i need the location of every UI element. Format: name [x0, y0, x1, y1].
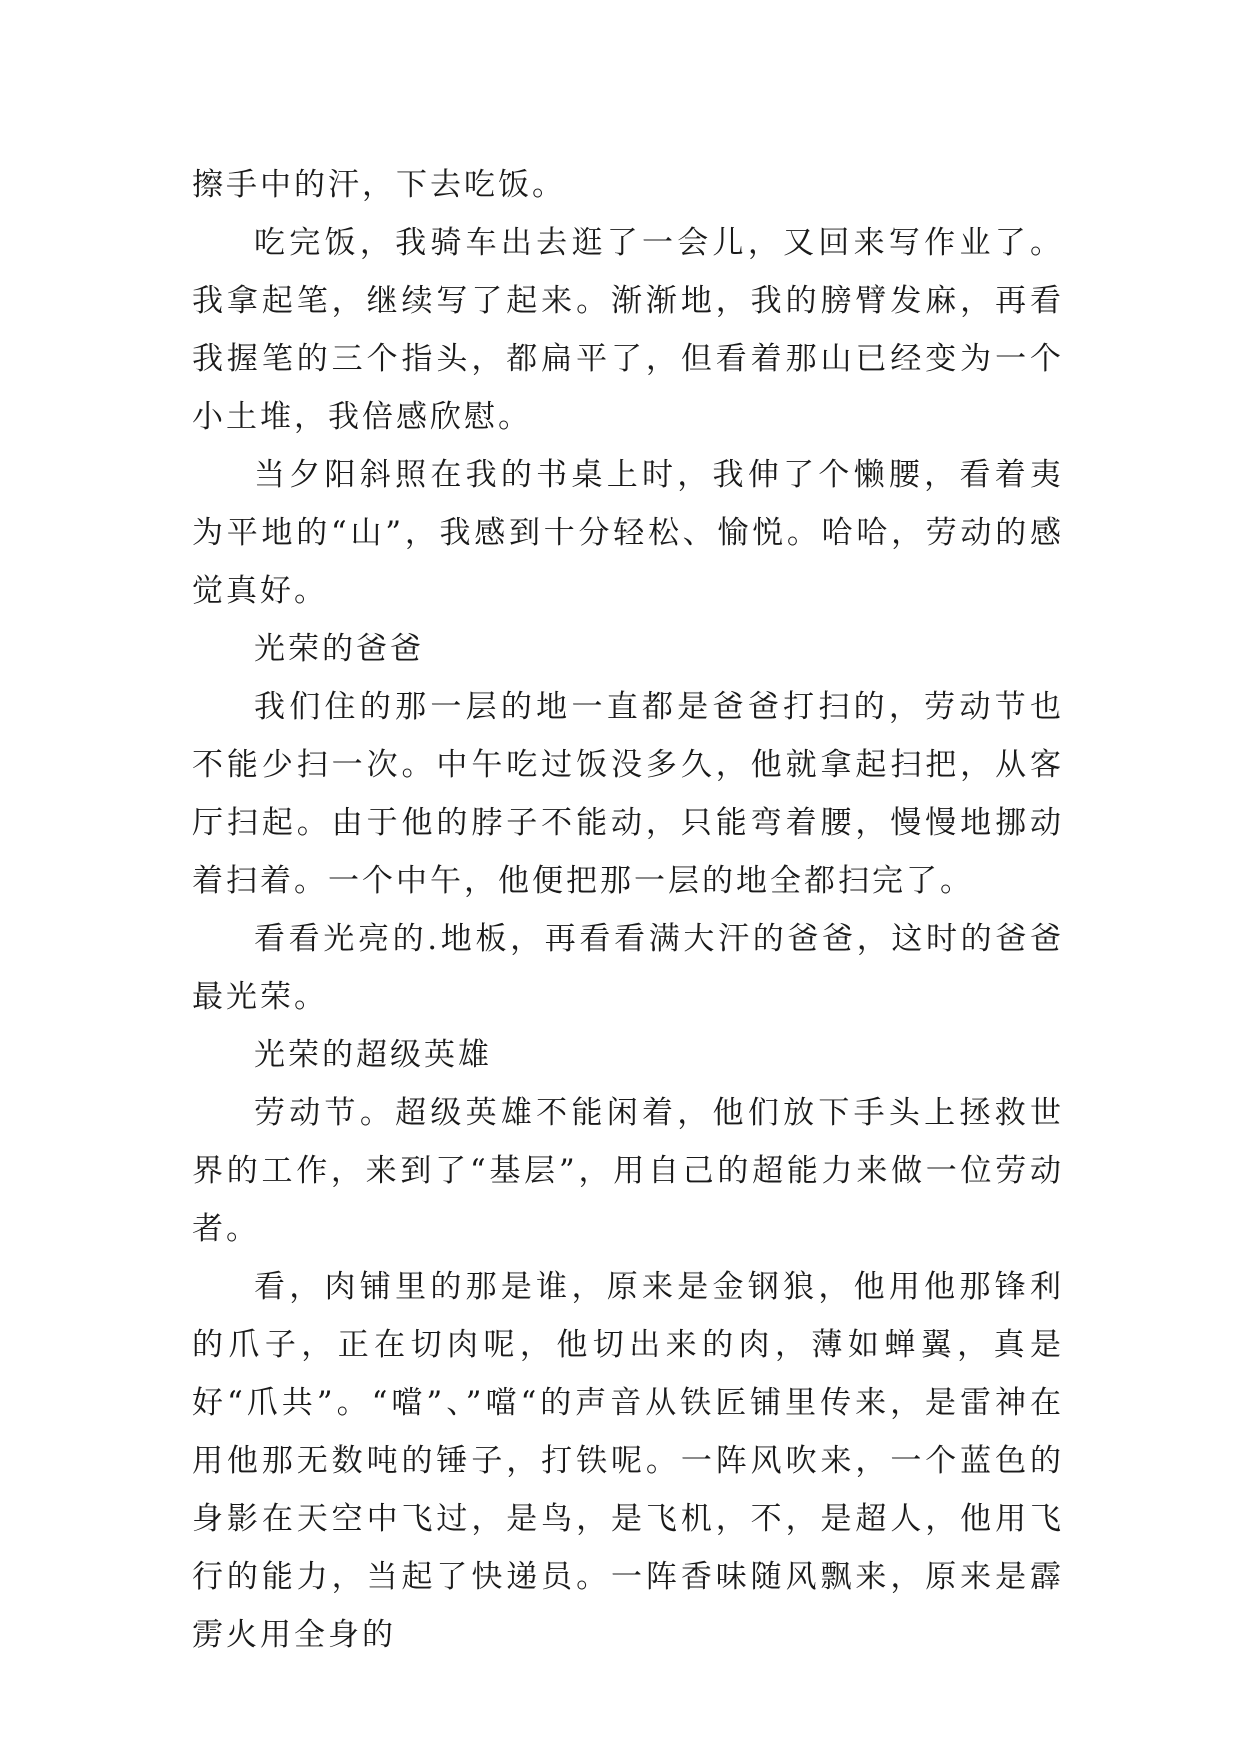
paragraph-2: 吃完饭，我骑车出去逛了一会儿，又回来写作业了。我拿起笔，继续写了起来。渐渐地，我的膀臂发麻，再看我握笔的三个指头，都扁平了，但看着那山已经变为一个小土堆，我倍感欣慰。	[192, 225, 1064, 435]
paragraph-4: 我们住的那一层的地一直都是爸爸打扫的，劳动节也不能少扫一次。中午吃过饭没多久，他就拿起扫把，从客厅扫起。由于他的脖子不能动，只能弯着腰，慢慢地挪动着扫着。一个中午，他便把那一层的地全都扫完了。	[192, 689, 1064, 899]
document-body	[192, 156, 1064, 1664]
paragraph-7: 看，肉铺里的那是谁，原来是金钢狼，他用他那锋利的爪子，正在切肉呢，他切出来的肉，薄如蝉翼，真是好“爪共”。“噹”、”噹“的声音从铁匠铺里传来，是雷神在用他那无数吨的锤子，打铁呢。一阵风吹来，一个蓝色的身影在天空中飞过，是鸟，是飞机，不，是超人，他用飞行的能力，当起了快递员。一阵香味随风飘来，原来是霹雳火用全身的	[192, 1269, 1064, 1653]
paragraph-5: 看看光亮的.地板，再看看满大汗的爸爸，这时的爸爸最光荣。	[192, 921, 1064, 1015]
paragraph-3: 当夕阳斜照在我的书桌上时，我伸了个懒腰，看着夷为平地的“山”，我感到十分轻松、愉悦。哈哈，劳动的感觉真好。	[192, 457, 1064, 609]
paragraph-1: 擦手中的汗，下去吃饭。	[192, 167, 566, 203]
paragraph-6: 劳动节。超级英雄不能闲着，他们放下手头上拯救世界的工作，来到了“基层”，用自己的超能力来做一位劳动者。	[192, 1095, 1064, 1247]
section-heading-superhero: 光荣的超级英雄	[254, 1037, 492, 1073]
section-heading-father: 光荣的爸爸	[254, 631, 424, 667]
